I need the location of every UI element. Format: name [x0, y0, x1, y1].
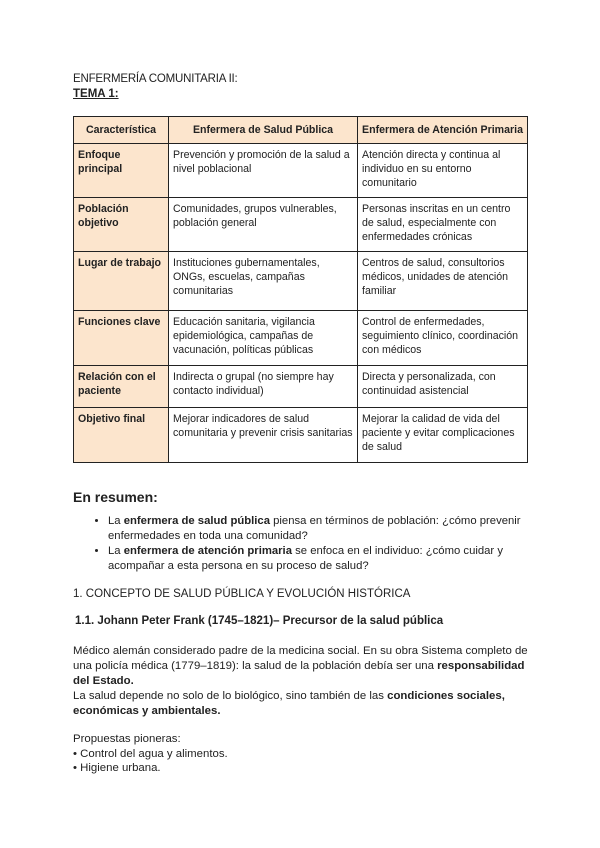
summary-list	[88, 514, 548, 574]
table-cell: Mejorar indicadores de salud comunitaria y prevenir crisis sanitarias	[169, 408, 358, 463]
table-cell: Objetivo final	[74, 408, 169, 463]
list-item: • Higiene urbana.	[73, 762, 161, 774]
bold-text: enfermera de salud pública	[123, 515, 270, 527]
table-row	[74, 144, 528, 198]
table-cell: Población objetivo	[74, 198, 169, 252]
list-item	[108, 544, 548, 574]
proposals-label: Propuestas pioneras:	[73, 733, 181, 745]
table-cell: Enfoque principal	[74, 144, 169, 198]
table-cell: Mejorar la calidad de vida del paciente y evitar complicaciones de salud	[358, 408, 528, 463]
table-row	[74, 198, 528, 252]
text: Médico alemán considerado padre de la medicina social. En su obra Sistema completo de una policía médica (1779–1819): la salud de la población debía ser una	[73, 645, 528, 672]
subsection-title: 1.1. Johann Peter Frank (1745–1821)– Precursor de la salud pública	[75, 615, 444, 627]
bold-text: condiciones sociales, económicas y ambientales.	[73, 690, 505, 717]
bold-text: enfermera de atención primaria	[123, 545, 292, 557]
table-cell: Relación con el paciente	[74, 366, 169, 408]
table-header: Enfermera de Salud Pública	[169, 117, 358, 144]
proposals	[73, 732, 228, 776]
paragraph	[73, 644, 533, 719]
bold-text: responsabilidad del Estado.	[73, 660, 525, 687]
course-title: ENFERMERÍA COMUNITARIA II:	[73, 73, 238, 85]
table-cell: Indirecta o grupal (no siempre hay contacto individual)	[169, 366, 358, 408]
table-cell: Atención directa y continua al individuo en su entorno comunitario	[358, 144, 528, 198]
table-row	[74, 252, 528, 311]
list-item	[108, 514, 548, 544]
table-cell: Lugar de trabajo	[74, 252, 169, 311]
table-header: Enfermera de Atención Primaria	[358, 117, 528, 144]
table-cell: Directa y personalizada, con continuidad asistencial	[358, 366, 528, 408]
table-cell: Centros de salud, consultorios médicos, unidades de atención familiar	[358, 252, 528, 311]
text: La	[108, 515, 124, 527]
text: La salud depende no solo de lo biológico, sino también de las	[73, 690, 388, 702]
table-row	[74, 311, 528, 366]
table-cell: Control de enfermedades, seguimiento clínico, coordinación con médicos	[358, 311, 528, 366]
text: La	[108, 545, 124, 557]
section-title: 1. CONCEPTO DE SALUD PÚBLICA Y EVOLUCIÓN HISTÓRICA	[73, 588, 411, 600]
text: se enfoca en el individuo: ¿cómo cuidar y acompañar a esta persona en su proceso de salud?	[108, 545, 503, 572]
comparison-table	[73, 116, 528, 463]
table-cell: Comunidades, grupos vulnerables, población general	[169, 198, 358, 252]
text: piensa en términos de población: ¿cómo prevenir enfermedades en toda una comunidad?	[108, 515, 521, 542]
summary-heading: En resumen:	[73, 489, 158, 505]
table-row	[74, 408, 528, 463]
table-cell: Funciones clave	[74, 311, 169, 366]
table-cell: Prevención y promoción de la salud a nivel poblacional	[169, 144, 358, 198]
table-header-row	[74, 117, 528, 144]
table-cell: Educación sanitaria, vigilancia epidemiológica, campañas de vacunación, políticas públicas	[169, 311, 358, 366]
table-cell: Personas inscritas en un centro de salud, especialmente con enfermedades crónicas	[358, 198, 528, 252]
list-item: • Control del agua y alimentos.	[73, 747, 228, 760]
topic-title: TEMA 1:	[73, 88, 119, 100]
table-header: Característica	[74, 117, 169, 144]
table-row	[74, 366, 528, 408]
table-cell: Instituciones gubernamentales, ONGs, escuelas, campañas comunitarias	[169, 252, 358, 311]
